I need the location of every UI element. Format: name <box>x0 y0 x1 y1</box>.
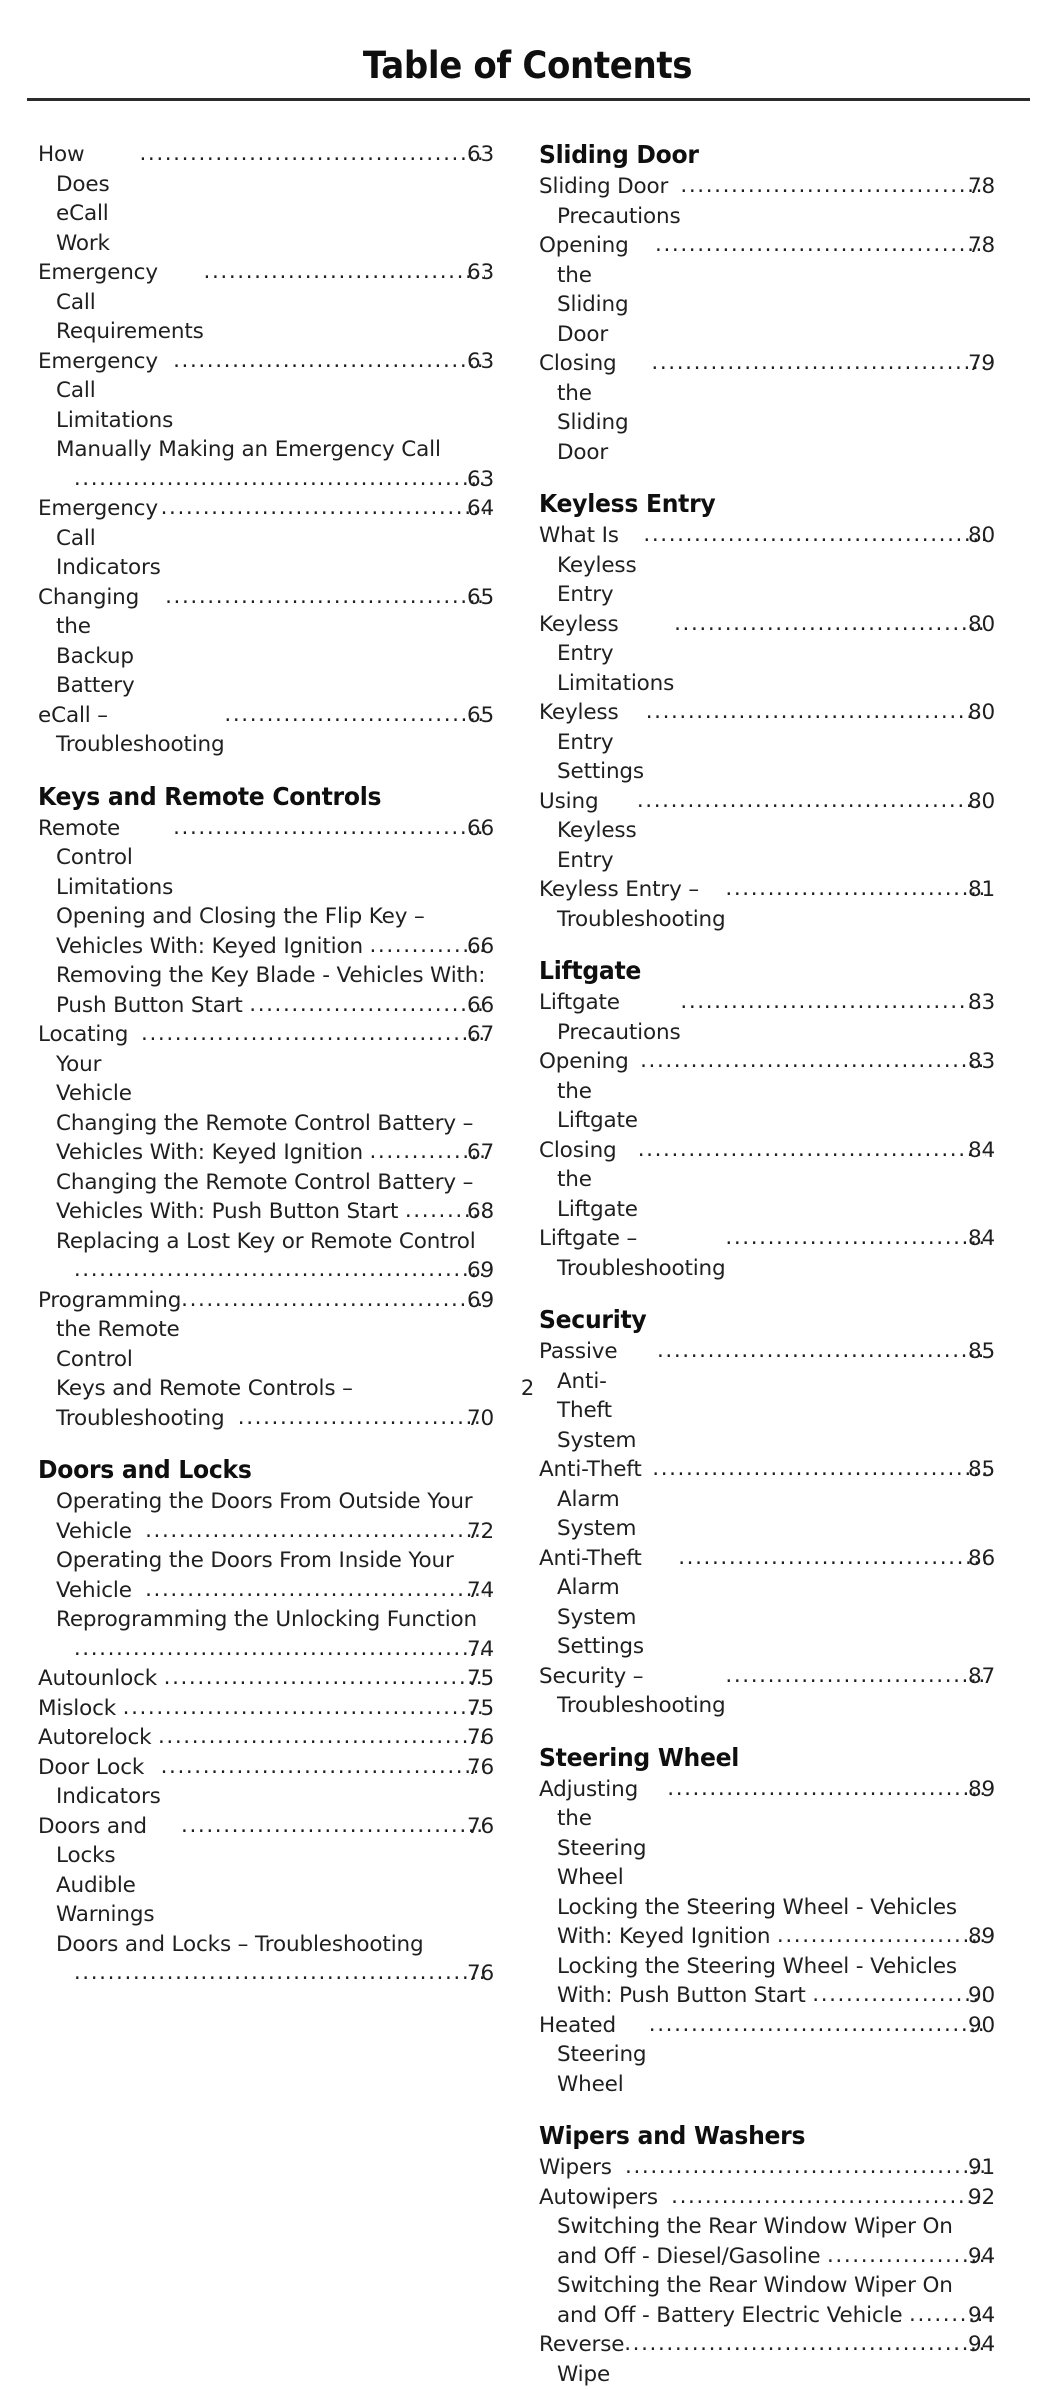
toc-entry-title: What Is Keyless Entry <box>539 523 644 607</box>
toc-entry[interactable] <box>38 435 494 494</box>
toc-entry-continuation: With: Keyed Ignition <box>557 1924 778 1949</box>
toc-entry-page: 66 <box>466 933 494 959</box>
toc-entry-title: How Does eCall Work <box>38 142 117 256</box>
footer-page-number: 2 <box>520 1376 535 1400</box>
toc-entry-leader-row <box>56 1959 494 1989</box>
toc-entry-row <box>38 494 494 583</box>
toc-entry-title: Emergency Call Indicators <box>38 496 165 580</box>
toc-entry-title: Closing the Sliding Door <box>539 351 636 465</box>
toc-entry-title: Doors and Locks Audible Warnings <box>38 1813 162 1927</box>
toc-entry-continuation: and Off - Diesel/Gasoline <box>557 2243 828 2269</box>
toc-entry-title: Reprogramming the Unlocking Function <box>56 1607 478 1632</box>
toc-entry-page: 65 <box>466 584 494 610</box>
toc-entry[interactable] <box>539 787 995 876</box>
toc-entry-title: Mislock <box>38 1695 123 1721</box>
toc-entry-page: 85 <box>967 1457 995 1482</box>
toc-entry-continuation: and Off - Battery Electric Vehicle <box>557 2302 910 2328</box>
toc-leader-dots <box>406 1196 485 1226</box>
toc-entry-page: 63 <box>466 260 494 285</box>
toc-entry-continuation: Vehicles With: Keyed Ignition <box>56 1140 370 1165</box>
toc-entry-title: Emergency Call Requirements <box>38 260 204 344</box>
toc-entry-page: 76 <box>466 1754 494 1780</box>
toc-entry-row <box>38 347 494 436</box>
toc-entry-row <box>38 1723 494 1753</box>
toc-entry-title: Wipers <box>539 2155 626 2180</box>
toc-entry-row <box>539 1544 995 1662</box>
toc-entry[interactable] <box>539 2183 995 2213</box>
toc-entry-leader-row <box>56 1576 494 1606</box>
toc-entry-page: 76 <box>466 1813 494 1839</box>
toc-entry-page: 63 <box>466 466 494 492</box>
toc-leader-dots <box>656 230 986 260</box>
toc-entry-row <box>38 814 494 903</box>
toc-entry-page: 66 <box>466 815 494 841</box>
toc-column-right <box>539 140 995 2389</box>
toc-entry[interactable] <box>38 1227 494 1286</box>
toc-leader-dots <box>639 1135 986 1165</box>
toc-entry[interactable] <box>539 349 995 467</box>
toc-entry[interactable] <box>38 1286 494 1375</box>
toc-entry[interactable] <box>38 1664 494 1694</box>
toc-entry-title: Closing the Liftgate <box>539 1137 645 1222</box>
toc-leader-dots <box>653 1454 986 1484</box>
toc-entry-row <box>38 701 494 760</box>
toc-entry-title: Keyless Entry – Troubleshooting <box>539 877 733 932</box>
toc-entry-page: 67 <box>466 1022 494 1047</box>
toc-entry-page: 85 <box>967 1339 995 1364</box>
toc-leader-dots <box>165 1663 485 1693</box>
toc-section-heading-keys-and-remote-controls[interactable]: Keys and Remote Controls <box>38 781 382 811</box>
toc-entry-title: Door Lock Indicators <box>38 1754 168 1809</box>
toc-entry-page: 67 <box>466 1140 494 1165</box>
toc-leader-dots <box>166 582 485 612</box>
toc-entry-page: 78 <box>967 174 995 199</box>
toc-leader-dots <box>682 987 986 1017</box>
toc-section-heading-steering-wheel[interactable]: Steering Wheel <box>539 1742 740 1772</box>
toc-entry-continuation: Vehicles With: Push Button Start <box>56 1199 405 1224</box>
toc-entry[interactable] <box>38 140 494 258</box>
toc-entry-leader-row <box>56 1138 494 1168</box>
toc-leader-dots <box>813 1980 986 2010</box>
toc-entry-title: Anti-Theft Alarm System Settings <box>539 1545 651 1659</box>
toc-leader-dots <box>124 1693 485 1723</box>
toc-section-heading-wipers-and-washers[interactable]: Wipers and Washers <box>539 2121 806 2150</box>
toc-entry[interactable] <box>539 1775 995 1893</box>
toc-leader-dots <box>146 1516 485 1546</box>
toc-leader-dots <box>675 609 986 639</box>
toc-leader-dots <box>75 464 485 494</box>
toc-entry[interactable] <box>539 2011 995 2100</box>
toc-entry-row <box>38 140 494 258</box>
toc-entry-title: Operating the Doors From Inside Your <box>56 1548 454 1573</box>
toc-entry-title: Locking the Steering Wheel - Vehicles <box>557 1894 957 1920</box>
toc-entry-row <box>539 1047 995 1136</box>
toc-column-left <box>38 140 494 2389</box>
toc-leader-dots <box>828 2241 986 2271</box>
toc-leader-dots <box>174 813 485 843</box>
toc-entry[interactable] <box>539 2271 995 2330</box>
toc-entry[interactable] <box>539 2330 995 2389</box>
toc-entry-title: Changing the Backup Battery <box>38 584 146 698</box>
toc-leader-dots <box>682 171 986 201</box>
toc-entry-page: 79 <box>967 351 995 376</box>
toc-leader-dots <box>75 1958 485 1988</box>
toc-leader-dots <box>162 493 485 523</box>
toc-entry[interactable] <box>38 1753 494 1812</box>
toc-entry-title: Switching the Rear Window Wiper On <box>557 2214 953 2239</box>
toc-leader-dots <box>727 1661 986 1691</box>
toc-entry[interactable] <box>38 1487 494 1546</box>
toc-entry[interactable] <box>539 1455 995 1544</box>
toc-entry-title: Changing the Remote Control Battery – <box>56 1110 474 1136</box>
toc-entry[interactable] <box>38 1168 494 1227</box>
toc-entry-row <box>539 875 995 934</box>
toc-entry-leader-row <box>56 1404 494 1434</box>
toc-leader-dots <box>162 1752 485 1782</box>
toc-columns <box>0 140 1055 2389</box>
toc-entry-row <box>38 1286 494 1375</box>
toc-entry-continuation: Vehicle <box>56 1518 146 1544</box>
toc-section-heading-security[interactable]: Security <box>539 1305 647 1334</box>
toc-entry-page: 80 <box>967 700 995 725</box>
toc-entry[interactable] <box>539 2212 995 2271</box>
toc-entry-title: Passive Anti-Theft System <box>539 1339 643 1453</box>
toc-entry-continuation: Vehicle <box>56 1577 146 1603</box>
toc-leader-dots <box>672 2182 986 2212</box>
toc-entry-row <box>539 349 995 467</box>
toc-entry-page: 70 <box>466 1405 494 1431</box>
toc-entry-page: 91 <box>967 2155 995 2180</box>
toc-entry-row <box>539 988 995 1047</box>
toc-entry-page: 68 <box>466 1199 494 1224</box>
toc-entry-title: Remote Control Limitations <box>38 815 174 900</box>
toc-entry-row <box>539 1136 995 1225</box>
toc-leader-dots <box>626 2152 986 2182</box>
toc-entry[interactable] <box>539 1136 995 1225</box>
toc-entry-continuation: Troubleshooting <box>56 1405 238 1431</box>
toc-leader-dots <box>142 1019 485 1049</box>
toc-entry[interactable] <box>539 172 995 231</box>
toc-entry-page: 94 <box>967 2243 995 2269</box>
toc-entry[interactable] <box>38 1605 494 1664</box>
toc-entry-row <box>38 258 494 347</box>
toc-entry[interactable] <box>539 875 995 934</box>
toc-entry-title: Security – Troubleshooting <box>539 1663 733 1718</box>
toc-entry[interactable] <box>539 1047 995 1136</box>
toc-leader-dots <box>239 1403 485 1433</box>
toc-section-heading-keyless-entry[interactable]: Keyless Entry <box>539 489 716 518</box>
toc-entry-page: 86 <box>967 1545 995 1571</box>
toc-entry-page: 84 <box>967 1137 995 1163</box>
toc-entry-row <box>38 1753 494 1812</box>
toc-entry-leader-row <box>557 2301 995 2331</box>
toc-entry-page: 94 <box>967 2332 995 2357</box>
toc-entry-page: 80 <box>967 611 995 637</box>
page-title: Table of Contents <box>362 44 693 87</box>
toc-entry-title: Replacing a Lost Key or Remote Control <box>56 1228 476 1254</box>
toc-entry-title: Keyless Entry Limitations <box>539 611 681 696</box>
toc-entry-title: Emergency Call Limitations <box>38 348 174 433</box>
toc-entry-page: 80 <box>967 788 995 814</box>
toc-entry[interactable] <box>539 231 995 349</box>
toc-entry-title: Locking the Steering Wheel - Vehicles <box>557 1953 957 1979</box>
toc-entry-row <box>539 1455 995 1544</box>
toc-entry-page: 74 <box>466 1636 494 1662</box>
toc-leader-dots <box>641 1046 986 1076</box>
toc-entry-row <box>539 1224 995 1283</box>
toc-entry[interactable] <box>38 494 494 583</box>
toc-entry-page: 66 <box>466 992 494 1018</box>
toc-entry-title: Adjusting the Steering Wheel <box>539 1776 654 1890</box>
toc-entry-row <box>38 1020 494 1109</box>
toc-entry-row <box>539 172 995 231</box>
toc-entry-page: 92 <box>967 2184 995 2210</box>
toc-leader-dots <box>371 931 485 961</box>
toc-leader-dots <box>226 700 485 730</box>
toc-entry-page: 64 <box>466 496 494 521</box>
toc-entry[interactable] <box>38 961 494 1020</box>
toc-leader-dots <box>910 2300 986 2330</box>
toc-entry-row <box>38 1694 494 1724</box>
toc-entry-page: 78 <box>967 233 995 258</box>
toc-entry-title: Heated Steering Wheel <box>539 2012 654 2097</box>
toc-entry-title: Reverse Wipe <box>539 2332 632 2387</box>
toc-entry[interactable] <box>38 347 494 436</box>
toc-leader-dots <box>174 346 485 376</box>
toc-entry-page: 90 <box>967 1983 995 2008</box>
toc-leader-dots <box>625 2329 986 2359</box>
toc-entry-row <box>38 583 494 701</box>
toc-leader-dots <box>650 2010 986 2040</box>
toc-entry[interactable] <box>539 988 995 1047</box>
toc-entry-continuation: With: Push Button Start <box>557 1983 813 2008</box>
toc-entry-title: Autowipers <box>539 2184 672 2210</box>
toc-leader-dots <box>778 1921 986 1951</box>
toc-entry-row <box>539 521 995 610</box>
toc-entry-title: Liftgate Precautions <box>539 990 688 1045</box>
toc-entry-leader-row <box>557 2242 995 2272</box>
toc-entry-leader-row <box>557 1922 995 1952</box>
toc-entry-leader-row <box>56 1256 494 1286</box>
toc-leader-dots <box>182 1285 485 1315</box>
toc-entry-row <box>539 2183 995 2213</box>
toc-entry-page: 87 <box>967 1663 995 1689</box>
toc-section-heading-liftgate[interactable]: Liftgate <box>539 956 642 985</box>
toc-leader-dots <box>679 1543 986 1573</box>
toc-entry-row <box>539 2330 995 2389</box>
toc-entry-page: 75 <box>466 1666 494 1691</box>
toc-entry[interactable] <box>38 701 494 760</box>
toc-entry-page: 81 <box>967 877 995 902</box>
toc-entry-title: Anti-Theft Alarm System <box>539 1457 649 1541</box>
toc-leader-dots <box>645 520 986 550</box>
toc-leader-dots <box>727 1223 986 1253</box>
toc-leader-dots <box>250 990 485 1020</box>
toc-entry-title: Changing the Remote Control Battery – <box>56 1169 474 1195</box>
toc-entry-leader-row <box>56 465 494 495</box>
toc-entry[interactable] <box>38 1546 494 1605</box>
toc-entry-row <box>539 1775 995 1893</box>
toc-leader-dots <box>141 139 485 169</box>
toc-entry-page: 63 <box>466 142 494 167</box>
toc-entry-leader-row <box>56 1635 494 1665</box>
toc-entry-row <box>539 231 995 349</box>
toc-section-heading-doors-and-locks[interactable]: Doors and Locks <box>38 1455 252 1484</box>
toc-entry[interactable] <box>38 1694 494 1724</box>
toc-entry-row <box>539 610 995 699</box>
toc-leader-dots <box>668 1774 986 1804</box>
toc-entry-page: 72 <box>466 1518 494 1544</box>
toc-entry[interactable] <box>38 902 494 961</box>
toc-entry[interactable] <box>38 258 494 347</box>
toc-leader-dots <box>371 1137 485 1167</box>
toc-entry-page: 89 <box>967 1776 995 1802</box>
toc-leader-dots <box>658 1336 986 1366</box>
toc-entry-title: Autounlock <box>38 1666 164 1691</box>
toc-entry-row <box>539 2153 995 2183</box>
toc-entry-page: 69 <box>466 1258 494 1283</box>
toc-entry-page: 76 <box>466 1725 494 1750</box>
toc-entry-title: eCall – Troubleshooting <box>38 702 225 757</box>
toc-entry-title: Opening the Liftgate <box>539 1049 645 1133</box>
toc-entry[interactable] <box>38 1109 494 1168</box>
toc-leader-dots <box>205 257 485 287</box>
toc-leader-dots <box>638 786 986 816</box>
toc-entry[interactable] <box>539 610 995 699</box>
toc-entry[interactable] <box>539 521 995 610</box>
toc-entry-title: Operating the Doors From Outside Your <box>56 1489 473 1514</box>
toc-entry-title: Removing the Key Blade - Vehicles With: <box>56 963 486 988</box>
toc-leader-dots <box>75 1255 485 1285</box>
toc-entry[interactable] <box>38 1812 494 1930</box>
toc-entry-page: 69 <box>466 1287 494 1313</box>
toc-entry-row <box>38 1812 494 1930</box>
toc-entry-title: Switching the Rear Window Wiper On <box>557 2273 953 2298</box>
toc-entry-row <box>539 2011 995 2100</box>
toc-entry-page: 90 <box>967 2012 995 2038</box>
toc-entry-title: Doors and Locks – Troubleshooting <box>56 1931 424 1957</box>
toc-leader-dots <box>75 1634 485 1664</box>
toc-entry-page: 74 <box>466 1577 494 1603</box>
toc-entry-title: Manually Making an Emergency Call <box>56 437 441 462</box>
toc-entry-page: 89 <box>967 1924 995 1949</box>
toc-entry[interactable] <box>38 1020 494 1109</box>
toc-entry-row <box>38 1664 494 1694</box>
toc-entry-leader-row <box>56 1517 494 1547</box>
toc-entry-page: 63 <box>466 348 494 374</box>
toc-entry-title: Using Keyless Entry <box>539 788 644 873</box>
toc-entry-continuation: Push Button Start <box>56 992 250 1018</box>
toc-entry-title: Autorelock <box>38 1725 159 1750</box>
toc-entry-title: Programming the Remote Control <box>38 1287 188 1372</box>
toc-entry-title: Sliding Door Precautions <box>539 174 688 229</box>
toc-entry-title: Opening the Sliding Door <box>539 233 636 347</box>
toc-entry-title: Locating Your Vehicle <box>38 1022 139 1106</box>
toc-entry-page: 80 <box>967 523 995 548</box>
toc-entry-title: Keyless Entry Settings <box>539 700 651 784</box>
toc-entry-leader-row <box>56 991 494 1021</box>
toc-entry-page: 76 <box>466 1961 494 1986</box>
toc-entry[interactable] <box>539 1893 995 1952</box>
toc-entry[interactable] <box>38 814 494 903</box>
toc-entry[interactable] <box>539 2153 995 2183</box>
toc-entry-leader-row <box>557 1981 995 2011</box>
toc-entry-page: 84 <box>967 1226 995 1251</box>
title-divider <box>27 98 1030 101</box>
toc-entry-leader-row <box>56 932 494 962</box>
toc-entry-title: Opening and Closing the Flip Key – <box>56 904 425 929</box>
toc-leader-dots <box>159 1722 485 1752</box>
toc-entry[interactable] <box>539 1952 995 2011</box>
toc-entry-page: 83 <box>967 990 995 1015</box>
toc-entry-page: 83 <box>967 1049 995 1074</box>
toc-entry-row <box>539 1662 995 1721</box>
toc-leader-dots <box>647 697 986 727</box>
toc-entry-page: 75 <box>466 1695 494 1721</box>
toc-entry[interactable] <box>539 1544 995 1662</box>
toc-leader-dots <box>727 874 986 904</box>
toc-section-heading-sliding-door[interactable]: Sliding Door <box>539 140 699 169</box>
toc-entry[interactable] <box>38 583 494 701</box>
toc-entry-title: Liftgate – Troubleshooting <box>539 1226 733 1281</box>
toc-leader-dots <box>146 1575 485 1605</box>
toc-entry-page: 94 <box>967 2302 995 2328</box>
toc-entry[interactable] <box>38 1930 494 1989</box>
toc-entry[interactable] <box>38 1723 494 1753</box>
toc-entry[interactable] <box>539 1662 995 1721</box>
toc-leader-dots <box>653 348 986 378</box>
toc-entry-row <box>539 787 995 876</box>
toc-entry-continuation: Vehicles With: Keyed Ignition <box>56 933 370 959</box>
toc-entry[interactable] <box>539 698 995 787</box>
toc-entry-title: Keys and Remote Controls – <box>56 1376 353 1401</box>
toc-entry-leader-row <box>56 1197 494 1227</box>
toc-leader-dots <box>182 1811 485 1841</box>
toc-entry-row <box>539 698 995 787</box>
toc-entry[interactable] <box>539 1224 995 1283</box>
toc-entry-page: 65 <box>466 702 494 728</box>
